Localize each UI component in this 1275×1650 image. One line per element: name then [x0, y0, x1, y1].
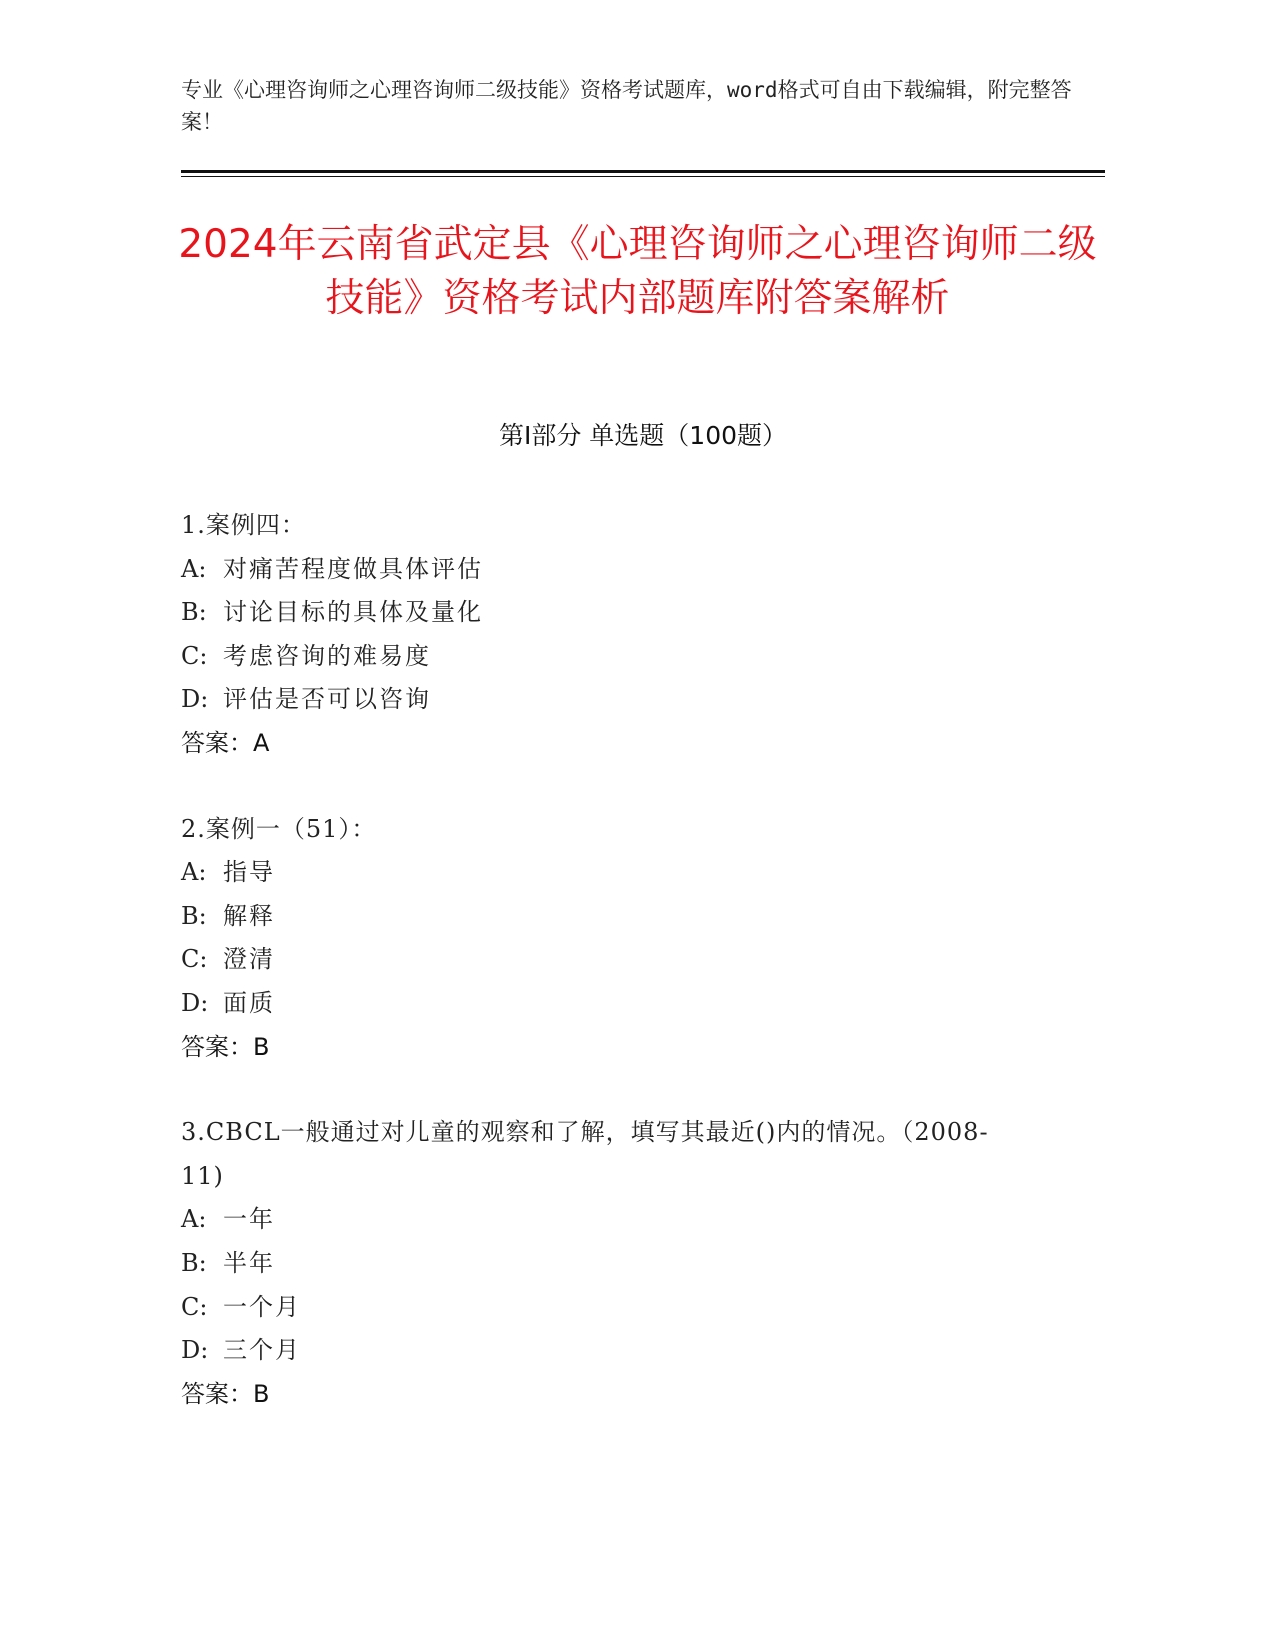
option-d [181, 1329, 1011, 1373]
option-d [181, 678, 1011, 722]
question-3 [181, 1111, 1011, 1416]
option-text: 面质 [223, 988, 275, 1017]
option-text: 解释 [223, 901, 275, 930]
answer-label: 答案： [181, 728, 253, 757]
option-c [181, 635, 1011, 679]
option-b [181, 591, 1011, 635]
option-letter: A: [181, 1205, 207, 1234]
section-title: 第Ⅰ部分 单选题（100题） [498, 421, 788, 450]
answer-line [181, 1373, 1011, 1417]
answer-value: B [253, 1032, 270, 1061]
option-text: 考虑咨询的难易度 [223, 641, 431, 670]
option-text: 对痛苦程度做具体评估 [223, 554, 483, 583]
answer-line [181, 1026, 1011, 1070]
answer-label: 答案： [181, 1032, 253, 1061]
header-divider-thin [181, 176, 1105, 177]
option-letter: C: [181, 1292, 208, 1321]
option-text: 澄清 [223, 945, 275, 974]
option-letter: B: [181, 1248, 207, 1277]
option-c [181, 938, 1011, 982]
answer-value: A [253, 728, 270, 757]
answer-line [181, 722, 1011, 766]
question-list [181, 504, 1011, 1458]
option-letter: B: [181, 598, 207, 627]
option-a [181, 548, 1011, 592]
option-letter: D: [181, 988, 209, 1017]
option-a [181, 1198, 1011, 1242]
option-b [181, 1242, 1011, 1286]
header-note: 专业《心理咨询师之心理咨询师二级技能》资格考试题库，word格式可自由下载编辑，附完整答案！ [181, 78, 1072, 134]
option-letter: C: [181, 945, 208, 974]
option-b [181, 895, 1011, 939]
option-text: 半年 [223, 1248, 275, 1277]
answer-label: 答案： [181, 1379, 253, 1408]
question-2 [181, 808, 1011, 1070]
option-letter: C: [181, 641, 208, 670]
option-letter: B: [181, 901, 207, 930]
header-divider-thick [181, 170, 1105, 173]
document-title: 2024年云南省武定县《心理咨询师之心理咨询师二级技能》资格考试内部题库附答案解析 [178, 222, 1097, 321]
option-text: 讨论目标的具体及量化 [223, 598, 483, 627]
option-letter: A: [181, 858, 207, 887]
option-c [181, 1286, 1011, 1330]
option-text: 指导 [223, 858, 275, 887]
option-letter: D: [181, 685, 209, 714]
option-d [181, 982, 1011, 1026]
question-stem: 3.CBCL一般通过对儿童的观察和了解，填写其最近()内的情况。（2008-11) [181, 1118, 989, 1190]
option-text: 一个月 [223, 1292, 301, 1321]
question-stem: 2.案例一（51）： [181, 814, 377, 843]
option-a [181, 851, 1011, 895]
option-text: 三个月 [223, 1336, 301, 1365]
option-text: 一年 [223, 1205, 275, 1234]
question-stem: 1.案例四： [181, 511, 306, 539]
option-letter: A: [181, 554, 207, 583]
question-1 [181, 504, 1011, 766]
option-letter: D: [181, 1336, 209, 1365]
option-text: 评估是否可以咨询 [223, 685, 431, 714]
answer-value: B [253, 1379, 270, 1408]
